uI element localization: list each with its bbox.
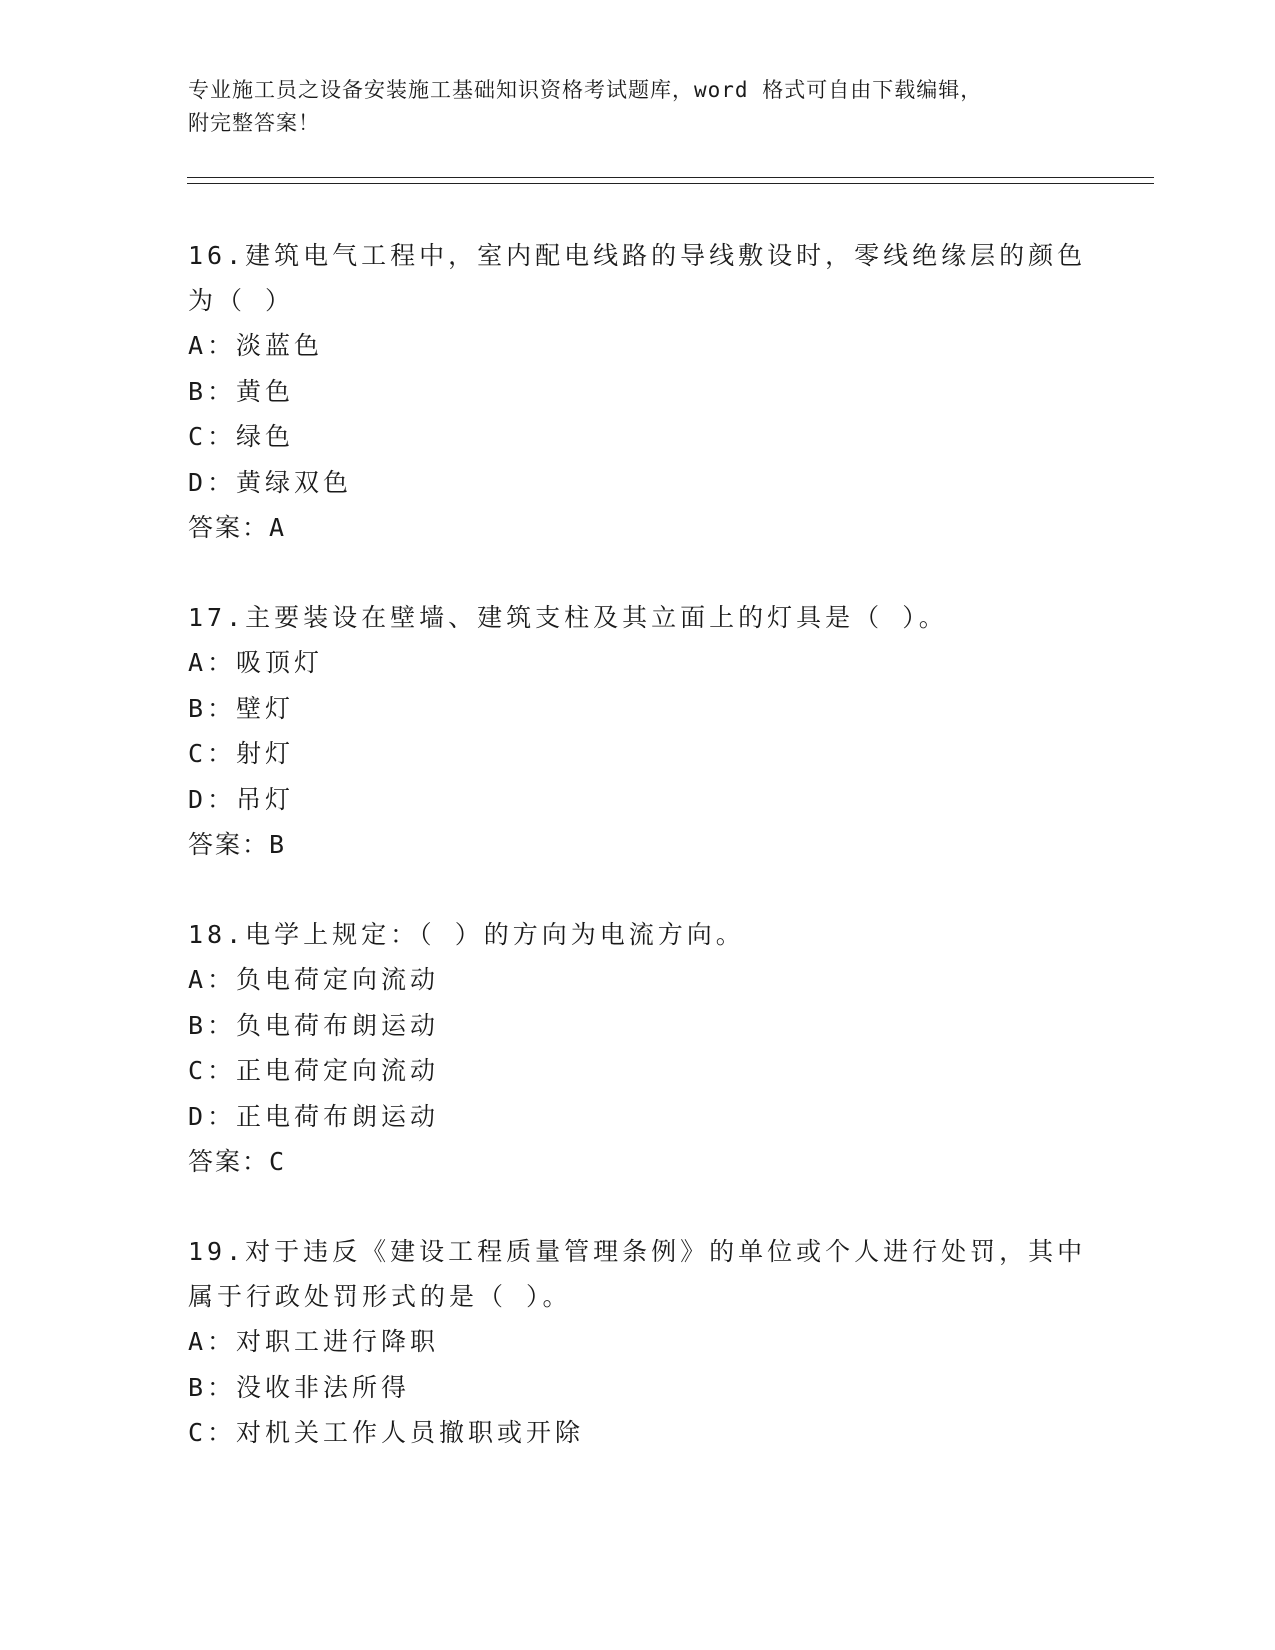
question-text-line-2: 为（ ） (188, 286, 295, 315)
question-18 (188, 912, 1088, 1185)
option-b: B：没收非法所得 (188, 1372, 411, 1402)
question-text-line-1: 主要装设在壁墙、建筑支柱及其立面上的灯具是（ ）。 (245, 603, 948, 632)
option-b: B：壁灯 (188, 693, 295, 723)
answer-value: C (269, 1147, 287, 1176)
option-a: A：淡蓝色 (188, 331, 324, 360)
header-line-1: 专业施工员之设备安装施工基础知识资格考试题库，word 格式可自由下载编辑， (188, 78, 983, 102)
option-a: A：吸顶灯 (188, 648, 324, 677)
answer-label: 答案： (188, 1147, 270, 1176)
header-line-2: 附完整答案！ (188, 111, 320, 135)
question-title (188, 233, 1088, 278)
question-number: 17. (188, 603, 246, 632)
answer-label: 答案： (188, 513, 270, 542)
answer-line (188, 1139, 1088, 1185)
option-b: B：负电荷布朗运动 (188, 1010, 440, 1040)
answer-line (188, 505, 1088, 551)
header-divider-top (187, 177, 1154, 178)
answer-value: A (269, 513, 287, 542)
option-c: C：正电荷定向流动 (188, 1056, 440, 1085)
option-c: C：射灯 (188, 739, 295, 768)
question-19 (188, 1229, 1088, 1456)
question-17 (188, 595, 1088, 868)
document-header (188, 74, 1088, 140)
option-c: C：对机关工作人员撤职或开除 (188, 1418, 585, 1447)
option-b: B：黄色 (188, 376, 295, 406)
question-number: 16. (188, 241, 246, 270)
header-divider-bottom (187, 183, 1154, 184)
question-number: 18. (188, 920, 246, 949)
question-number: 19. (188, 1237, 246, 1266)
question-text-line-1: 建筑电气工程中，室内配电线路的导线敷设时，零线绝缘层的颜色 (245, 241, 1087, 270)
option-d: D：吊灯 (188, 784, 295, 814)
option-c: C：绿色 (188, 422, 295, 451)
option-a: A：负电荷定向流动 (188, 965, 440, 994)
question-16 (188, 233, 1088, 551)
question-text-line-1: 对于违反《建设工程质量管理条例》的单位或个人进行处罚，其中 (245, 1237, 1087, 1266)
question-title (188, 595, 1088, 640)
question-text-line-1: 电学上规定：（ ）的方向为电流方向。 (245, 920, 745, 949)
answer-label: 答案： (188, 830, 270, 859)
option-a: A：对职工进行降职 (188, 1327, 440, 1356)
question-title (188, 912, 1088, 957)
option-d: D：黄绿双色 (188, 467, 353, 497)
answer-value: B (269, 830, 287, 859)
option-d: D：正电荷布朗运动 (188, 1101, 440, 1131)
question-text-line-2: 属于行政处罚形式的是（ ）。 (188, 1282, 572, 1311)
answer-line (188, 822, 1088, 868)
question-title (188, 1229, 1088, 1274)
question-list (188, 233, 1088, 1500)
